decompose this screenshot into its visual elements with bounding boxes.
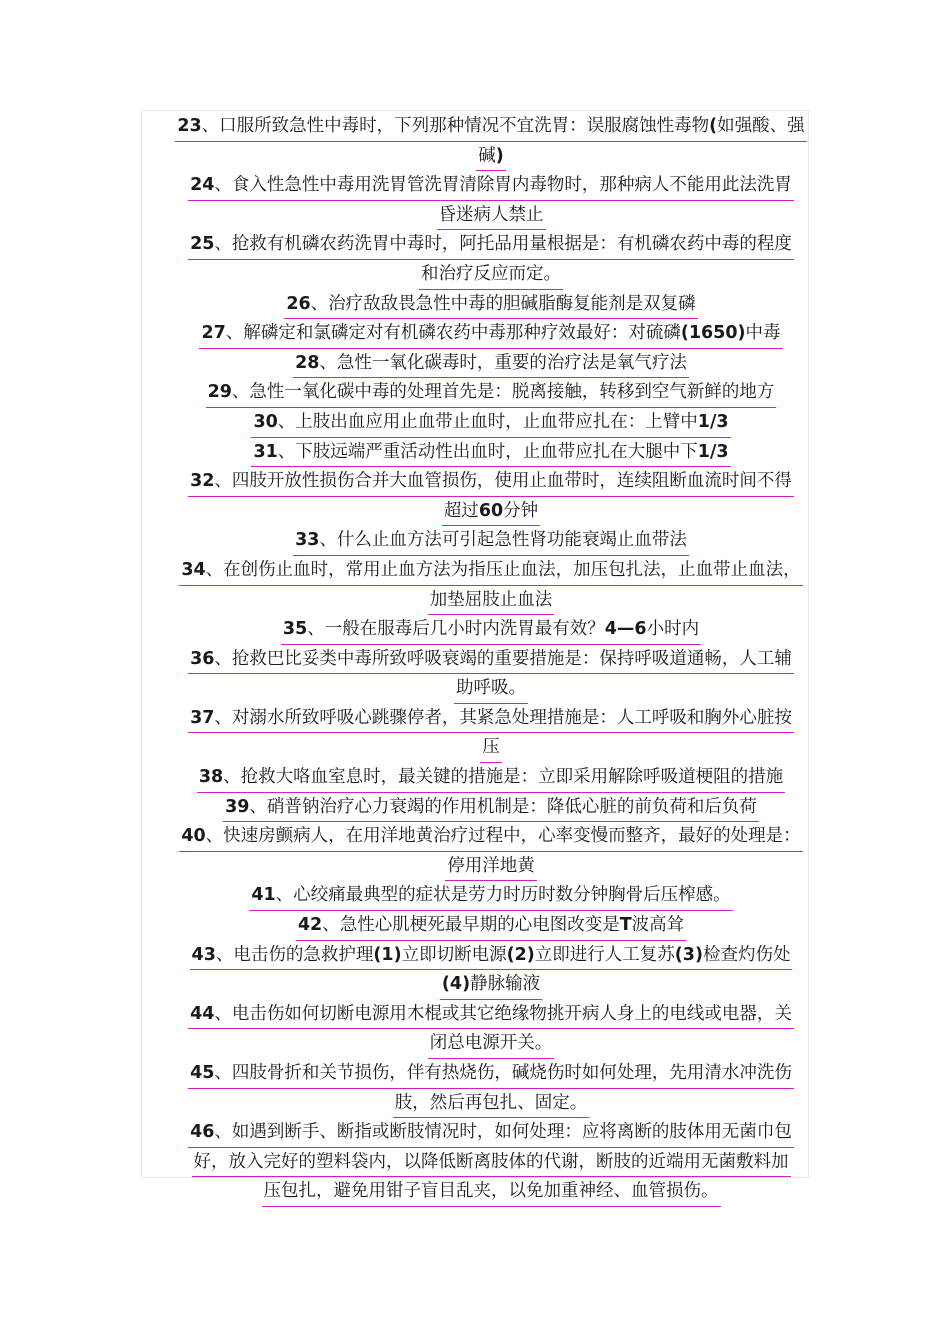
item-number: 27 xyxy=(201,323,226,344)
question-44 xyxy=(141,1000,841,1059)
question-43 xyxy=(141,941,841,1000)
question-31 xyxy=(141,438,841,468)
text-line: 41、心绞痛最典型的症状是劳力时历时数分钟胸骨后压榨感。 xyxy=(249,881,732,911)
text-line: 29、急性一氧化碳中毒的处理首先是：脱离接触，转移到空气新鲜的地方 xyxy=(206,378,777,408)
text-line: (4)静脉输液 xyxy=(440,970,542,1000)
text-line: 44、电击伤如何切断电源用木棍或其它绝缘物挑开病人身上的电线或电器，关 xyxy=(188,1000,794,1030)
text-line: 32、四肢开放性损伤合并大血管损伤，使用止血带时，连续阻断血流时间不得 xyxy=(188,467,794,497)
question-38 xyxy=(141,763,841,793)
text-line: 34、在创伤止血时，常用止血方法为指压止血法，加压包扎法，止血带止血法， xyxy=(179,556,802,586)
text-line: 闭总电源开关。 xyxy=(428,1029,555,1059)
question-40 xyxy=(141,822,841,881)
text-line: 40、快速房颤病人，在用洋地黄治疗过程中，心率变慢而整齐，最好的处理是： xyxy=(179,822,802,852)
text-line: 43、电击伤的急救护理(1)立即切断电源(2)立即进行人工复苏(3)检查灼伤处 xyxy=(190,941,793,971)
text-line: 39、硝普钠治疗心力衰竭的作用机制是：降低心脏的前负荷和后负荷 xyxy=(223,793,759,823)
question-32 xyxy=(141,467,841,526)
item-number: 33 xyxy=(295,530,320,551)
item-number: 23 xyxy=(177,116,202,136)
text-line: 31、下肢远端严重活动性出血时，止血带应扎在大腿中下1/3 xyxy=(251,438,730,468)
text-line: 26、治疗敌敌畏急性中毒的胆碱脂酶复能剂是双复磷 xyxy=(284,290,697,320)
question-37 xyxy=(141,704,841,763)
question-35 xyxy=(141,615,841,645)
text-line: 46、如遇到断手、断指或断肢情况时，如何处理：应将离断的肢体用无菌巾包 xyxy=(188,1118,794,1148)
item-number: 29 xyxy=(207,382,232,403)
text-line: 助呼吸。 xyxy=(454,674,528,704)
item-number: 31 xyxy=(253,441,278,462)
text-line: 37、对溺水所致呼吸心跳骤停者，其紧急处理措施是：人工呼吸和胸外心脏按 xyxy=(188,704,794,734)
text-line: 超过60分钟 xyxy=(442,497,540,527)
question-36 xyxy=(141,645,841,704)
text-line: 36、抢救巴比妥类中毒所致呼吸衰竭的重要措施是：保持呼吸道通畅，人工辅 xyxy=(188,645,794,675)
text-line: 和治疗反应而定。 xyxy=(419,260,563,290)
question-45 xyxy=(141,1059,841,1118)
item-number: 43 xyxy=(191,944,216,965)
question-33 xyxy=(141,526,841,556)
text-line: 23、口服所致急性中毒时，下列那种情况不宜洗胃：误服腐蚀性毒物(如强酸、强 xyxy=(175,112,806,142)
item-number: 35 xyxy=(282,619,308,640)
text-line: 碱) xyxy=(476,142,506,172)
text-line: 24、食入性急性中毒用洗胃管洗胃清除胃内毒物时，那种病人不能用此法洗胃 xyxy=(188,171,794,201)
question-34 xyxy=(141,556,841,615)
text-line: 33、什么止血方法可引起急性肾功能衰竭止血带法 xyxy=(293,526,689,556)
question-29 xyxy=(141,378,841,408)
item-number: 38 xyxy=(198,767,224,788)
text-line: 肢，然后再包扎、固定。 xyxy=(393,1089,590,1119)
text-line: 38、抢救大咯血室息时，最关键的措施是：立即采用解除呼吸道梗阻的措施 xyxy=(197,763,785,793)
text-line: 42、急性心肌梗死最早期的心电图改变是T波高耸 xyxy=(296,911,686,941)
question-25 xyxy=(141,230,841,289)
item-number: 30 xyxy=(253,411,278,432)
text-line: 28、急性一氧化碳毒时，重要的治疗法是氧气疗法 xyxy=(293,349,689,379)
question-42 xyxy=(141,911,841,941)
question-41 xyxy=(141,881,841,911)
question-27 xyxy=(141,319,841,349)
text-line: 35、一般在服毒后几小时内洗胃最有效？4—6小时内 xyxy=(281,615,701,645)
text-line: 昏迷病人禁止 xyxy=(437,201,546,231)
item-number: 24 xyxy=(190,175,215,196)
document-body xyxy=(141,112,841,1207)
text-line: 27、解磷定和氯磷定对有机磷农药中毒那种疗效最好：对硫磷(1650)中毒 xyxy=(199,319,782,349)
question-26 xyxy=(141,290,841,320)
question-28 xyxy=(141,349,841,379)
text-line: 25、抢救有机磷农药洗胃中毒时，阿托品用量根据是：有机磷农药中毒的程度 xyxy=(188,230,794,260)
item-number: 45 xyxy=(190,1063,215,1083)
text-line: 好，放入完好的塑料袋内，以降低断离肢体的代谢，断肢的近端用无菌敷料加 xyxy=(192,1148,791,1178)
item-number: 26 xyxy=(286,293,311,314)
item-number: 39 xyxy=(225,796,250,817)
question-24 xyxy=(141,171,841,230)
text-line: 压 xyxy=(480,733,502,763)
text-line: 45、四肢骨折和关节损伤，伴有热烧伤，碱烧伤时如何处理，先用清水冲洗伤 xyxy=(188,1059,794,1089)
item-number: 28 xyxy=(295,352,320,373)
question-30 xyxy=(141,408,841,438)
question-23 xyxy=(141,112,841,171)
item-number: 34 xyxy=(181,559,206,580)
item-number: 25 xyxy=(190,234,215,255)
item-number: 37 xyxy=(190,707,215,728)
item-number: 46 xyxy=(190,1122,215,1143)
text-line: 30、上肢出血应用止血带止血时，止血带应扎在：上臂中1/3 xyxy=(251,408,730,438)
item-number: 42 xyxy=(297,915,323,936)
text-line: 加垫屈肢止血法 xyxy=(428,586,555,616)
item-number: 41 xyxy=(251,885,276,906)
question-39 xyxy=(141,793,841,823)
item-number: 36 xyxy=(190,648,215,669)
item-number: 44 xyxy=(190,1003,215,1024)
question-46 xyxy=(141,1118,841,1207)
text-line: 压包扎，避免用钳子盲目乱夹，以免加重神经、血管损伤。 xyxy=(262,1177,721,1207)
text-line: 停用洋地黄 xyxy=(445,852,537,882)
item-number: 32 xyxy=(190,471,215,492)
item-number: 40 xyxy=(181,826,206,847)
